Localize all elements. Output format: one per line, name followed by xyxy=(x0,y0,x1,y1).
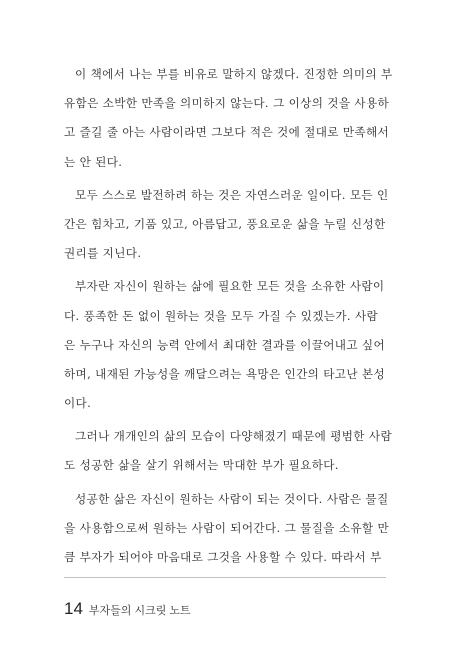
text-line: 간은 힘차고, 기품 있고, 아름답고, 풍요로운 삶을 누릴 신성한 xyxy=(64,216,386,231)
paragraph xyxy=(64,272,388,418)
text-line: 고 즐길 줄 아는 사람이라면 그보다 적은 것에 절대로 만족해서 xyxy=(64,125,390,140)
text-line: 이 책에서 나는 부를 비유로 말하지 않겠다. 진정한 의미의 부 xyxy=(75,67,393,81)
text-line: 다. 풍족한 돈 없이 원하는 것을 모두 가질 수 있겠는가. 사람 xyxy=(64,308,379,323)
text-line: 부자란 자신이 원하는 삶에 필요한 모든 것을 소유한 사람이 xyxy=(75,279,385,294)
text-line: 도 성공한 삶을 살기 위해서는 막대한 부가 필요하다. xyxy=(64,458,339,473)
text-line: 성공한 삶은 자신이 원하는 사람이 되는 것이다. 사람은 물질 xyxy=(75,491,389,506)
text-line: 모두 스스로 발전하려 하는 것은 자연스러운 일이다. 모든 인 xyxy=(75,187,389,202)
paragraph xyxy=(64,60,393,177)
page-footer xyxy=(64,599,191,623)
page-number: 14 xyxy=(64,599,83,618)
footer-divider xyxy=(64,577,386,578)
text-line: 권리를 지닌다. xyxy=(64,246,142,261)
paragraph xyxy=(64,485,388,573)
text-line: 큼 부자가 되어야 마음대로 그것을 사용할 수 있다. 따라서 부 xyxy=(64,550,382,564)
body-text xyxy=(64,60,393,576)
text-line: 그러나 개개인의 삶의 모습이 다양해졌기 때문에 평범한 사람 xyxy=(75,429,392,444)
text-line: 은 누구나 자신의 능력 안에서 최대한 결과를 이끌어내고 싶어 xyxy=(64,337,386,352)
paragraph xyxy=(64,422,392,480)
running-title: 부자들의 시크릿 노트 xyxy=(88,605,191,617)
text-line: 하며, 내재된 가능성을 깨달으려는 욕망은 인간의 타고난 본성 xyxy=(64,366,386,381)
paragraph xyxy=(64,181,388,269)
text-line: 유함은 소박한 만족을 의미하지 않는다. 그 이상의 것을 사용하 xyxy=(64,96,390,111)
text-line: 을 사용함으로써 원하는 사람이 되어간다. 그 물질을 소유할 만 xyxy=(64,520,390,535)
text-line: 이다. xyxy=(64,396,92,411)
text-line: 는 안 된다. xyxy=(64,154,123,169)
